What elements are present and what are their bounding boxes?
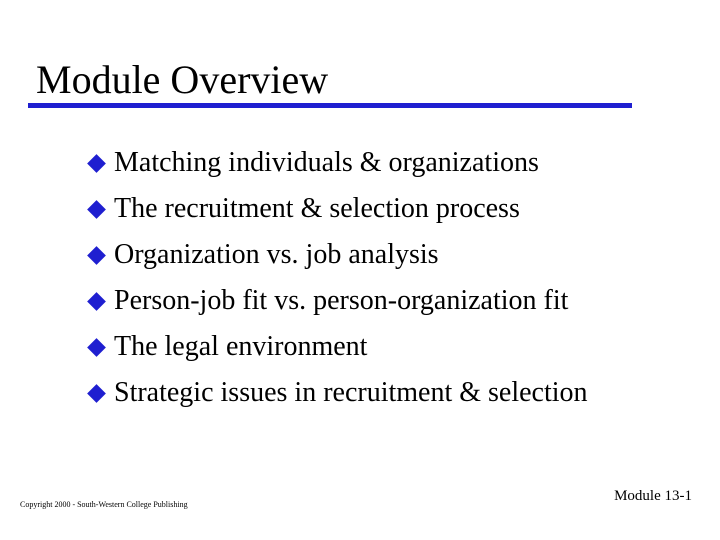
bullet-item-job-analysis <box>88 232 588 278</box>
bullet-text: Matching individuals & organizations <box>114 147 539 178</box>
diamond-bullet-icon <box>87 292 106 311</box>
diamond-bullet-icon <box>87 200 106 219</box>
module-number-label: Module 13-1 <box>614 488 692 504</box>
bullet-item-person-fit <box>88 278 588 324</box>
bullet-item-strategic-issues <box>88 370 588 416</box>
bullet-item-matching <box>88 140 588 186</box>
bullet-list <box>88 140 588 416</box>
bullet-text: Person-job fit vs. person-organization fit <box>114 285 569 316</box>
diamond-bullet-icon <box>87 154 106 173</box>
diamond-bullet-icon <box>87 384 106 403</box>
bullet-text: The recruitment & selection process <box>114 193 520 224</box>
bullet-item-legal-environment <box>88 324 588 370</box>
copyright-footer: Copyright 2000 - South-Western College Publishing <box>20 500 188 509</box>
bullet-text: Strategic issues in recruitment & selection <box>114 377 588 408</box>
slide-title: Module Overview <box>36 57 329 102</box>
bullet-item-recruitment-process <box>88 186 588 232</box>
title-underline-rule <box>28 103 632 108</box>
bullet-text: Organization vs. job analysis <box>114 239 439 270</box>
diamond-bullet-icon <box>87 338 106 357</box>
diamond-bullet-icon <box>87 246 106 265</box>
bullet-text: The legal environment <box>114 331 368 362</box>
